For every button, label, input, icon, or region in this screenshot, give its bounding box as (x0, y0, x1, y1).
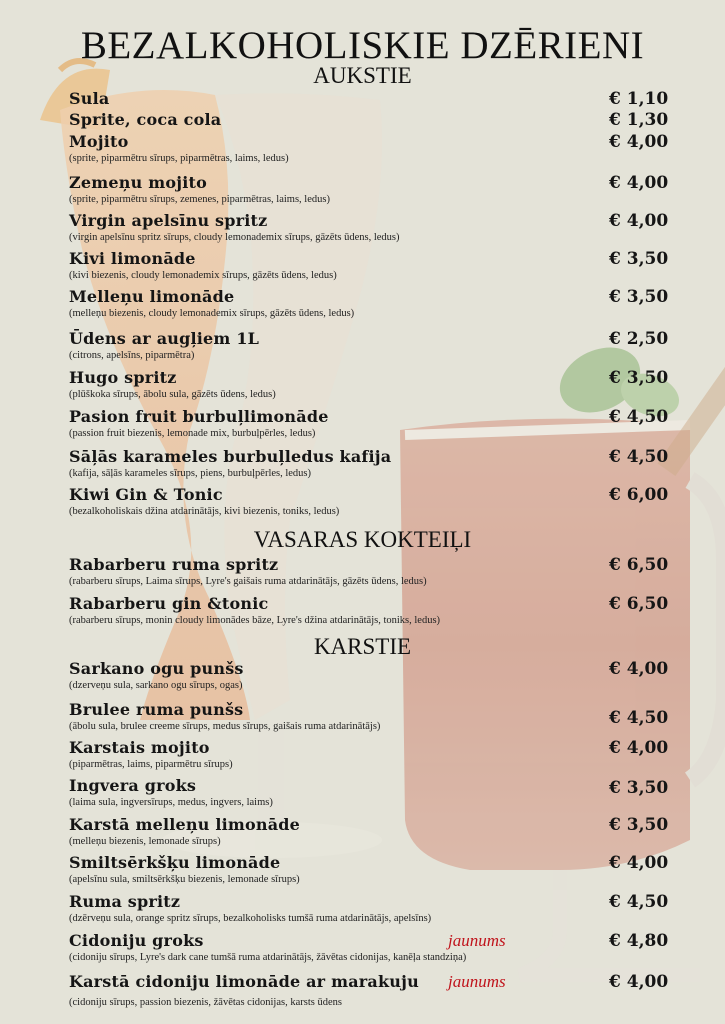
item-price: € 4,00 (609, 211, 669, 231)
item-name: Sāļās karameles burbuļledus kafija (69, 447, 392, 466)
item-name: Kiwi Gin & Tonic (69, 485, 223, 504)
item-price: € 2,50 (609, 329, 669, 349)
item-price: € 4,00 (609, 173, 669, 193)
item-description: (passion fruit biezenis, lemonade mix, burbuļpērles, ledus) (69, 428, 316, 439)
menu-item (0, 700, 725, 740)
item-name: Zemeņu mojito (69, 173, 207, 192)
item-name: Rabarberu ruma spritz (69, 555, 279, 574)
menu-item (0, 594, 725, 634)
item-name: Sula (69, 89, 110, 108)
menu-item (0, 211, 725, 251)
item-description: (apelsīnu sula, smiltsērkšķu biezenis, lemonade sīrups) (69, 874, 300, 885)
item-name: Ruma spritz (69, 892, 181, 911)
item-name: Cidoniju groks (69, 931, 204, 950)
item-name: Pasion fruit burbuļlimonāde (69, 407, 329, 426)
item-price: € 4,50 (609, 708, 669, 728)
item-name: Karstā cidoniju limonāde ar marakuju (69, 972, 419, 991)
item-price: € 3,50 (609, 287, 669, 307)
item-description: (rabarberu sīrups, Laima sīrups, Lyre's gaišais ruma atdarinātājs, gāzēts ūdens, ledus) (69, 576, 427, 587)
item-description: (dzērveņu sula, orange spritz sīrups, bezalkoholisks tumšā ruma atdarinātājs, apelsīns) (69, 913, 432, 924)
menu-item (0, 659, 725, 699)
item-price: € 4,50 (609, 447, 669, 467)
section-heading-vasaras-kokteili: VASARAS KOKTEIĻI (253, 527, 472, 552)
menu-item (0, 447, 725, 487)
item-price: € 3,50 (609, 778, 669, 798)
item-description: (melleņu biezenis, cloudy lemonademix sīrups, gāzēts ūdens, ledus) (69, 308, 355, 319)
item-name: Smiltsērkšķu limonāde (69, 853, 281, 872)
item-price: € 1,30 (609, 110, 669, 130)
menu-item (0, 132, 725, 172)
item-price: € 4,00 (609, 853, 669, 873)
item-description: (dzerveņu sula, sarkano ogu sīrups, ogas) (69, 680, 243, 691)
item-price: € 4,00 (609, 972, 669, 992)
item-description: (melleņu biezenis, lemonade sīrups) (69, 836, 221, 847)
item-description: (piparmētras, laims, piparmētru sīrups) (69, 759, 233, 770)
item-price: € 4,00 (609, 132, 669, 152)
item-price: € 6,00 (609, 485, 669, 505)
menu-item (0, 485, 725, 525)
menu-item (0, 249, 725, 289)
menu-item (0, 972, 725, 1012)
item-name: Mojito (69, 132, 129, 151)
item-description: (sprite, piparmētru sīrups, piparmētras, laims, ledus) (69, 153, 289, 164)
item-name: Karstā melleņu limonāde (69, 815, 301, 834)
menu-item (0, 815, 725, 855)
item-price: € 3,50 (609, 368, 669, 388)
item-price: € 6,50 (609, 555, 669, 575)
new-badge: jaunums (448, 931, 506, 950)
item-price: € 4,80 (609, 931, 669, 951)
section-heading-karstie: KARSTIE (313, 634, 412, 659)
item-description: (ābolu sula, brulee creeme sīrups, medus sīrups, gaišais ruma atdarinātājs) (69, 721, 381, 732)
item-name: Brulee ruma punšs (69, 700, 244, 719)
item-description: (virgin apelsīnu spritz sīrups, cloudy lemonademix sīrups, gāzēts ūdens, ledus) (69, 232, 400, 243)
menu-item (0, 173, 725, 213)
item-description: (sprite, piparmētru sīrups, zemenes, piparmētras, laims, ledus) (69, 194, 330, 205)
menu-item (0, 853, 725, 893)
menu-item (0, 368, 725, 408)
menu-item (0, 329, 725, 369)
item-description: (kafija, sāļās karameles sīrups, piens, burbuļpērles, ledus) (69, 468, 312, 479)
menu-item (0, 892, 725, 932)
item-description: (kivi biezenis, cloudy lemonademix sīrups, gāzēts ūdens, ledus) (69, 270, 337, 281)
item-name: Sprite, coca cola (69, 110, 222, 129)
item-description: (cidoniju sīrups, passion biezenis, žāvētas cidonijas, karsts ūdens (69, 997, 342, 1008)
item-price: € 4,00 (609, 738, 669, 758)
item-name: Ingvera groks (69, 776, 197, 795)
menu-item (0, 738, 725, 778)
item-price: € 4,50 (609, 892, 669, 912)
item-name: Ūdens ar augļiem 1L (69, 329, 260, 348)
item-price: € 4,00 (609, 659, 669, 679)
menu-item (0, 555, 725, 595)
item-description: (citrons, apelsīns, piparmētra) (69, 350, 195, 361)
item-name: Hugo spritz (69, 368, 177, 387)
item-name: Karstais mojito (69, 738, 210, 757)
menu-item (0, 931, 725, 971)
item-description: (plūškoka sīrups, ābolu sula, gāzēts ūdens, ledus) (69, 389, 276, 400)
item-name: Melleņu limonāde (69, 287, 235, 306)
item-name: Virgin apelsīnu spritz (69, 211, 268, 230)
item-price: € 3,50 (609, 815, 669, 835)
menu-title: BEZALKOHOLISKIE DZĒRIENI (80, 24, 645, 67)
item-name: Rabarberu gin &tonic (69, 594, 269, 613)
item-description: (cidoniju sīrups, Lyre's dark cane tumšā ruma atdarinātājs, žāvētas cidonijas, kanēļa standziņa) (69, 952, 467, 963)
new-badge: jaunums (448, 972, 506, 991)
item-price: € 3,50 (609, 249, 669, 269)
menu-item (0, 407, 725, 447)
item-description: (rabarberu sīrups, monin cloudy limonādes bāze, Lyre's džina atdarinātājs, toniks, ledus) (69, 615, 441, 626)
item-description: (bezalkoholiskais džina atdarinātājs, kivi biezenis, toniks, ledus) (69, 506, 340, 517)
menu-item (0, 776, 725, 816)
item-description: (laima sula, ingversīrups, medus, ingvers, laims) (69, 797, 273, 808)
item-price: € 1,10 (609, 89, 669, 109)
item-price: € 6,50 (609, 594, 669, 614)
item-price: € 4,50 (609, 407, 669, 427)
item-name: Sarkano ogu punšs (69, 659, 244, 678)
item-name: Kivi limonāde (69, 249, 196, 268)
section-heading-aukstie: AUKSTIE (313, 63, 412, 88)
menu-item (0, 287, 725, 327)
